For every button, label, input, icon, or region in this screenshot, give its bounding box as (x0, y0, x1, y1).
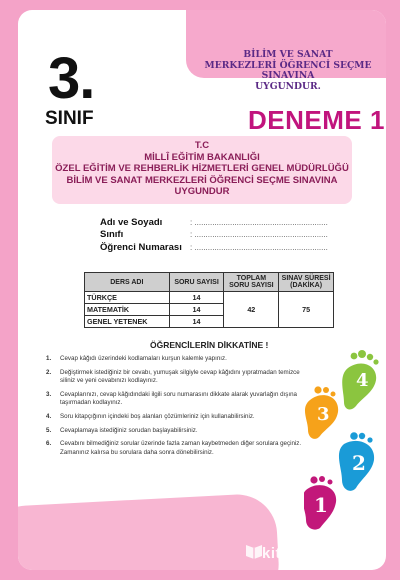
ministry-box: T.C MİLLÎ EĞİTİM BAKANLIĞI ÖZEL EĞİTİM VE REHBERLİK HİZMETLERİ GENEL MÜDÜRLÜĞÜ BİLİM VE SANAT MERKEZLERİ ÖĞRENCİ SEÇME SINAVINA UYGUNDUR (52, 136, 352, 204)
attention-title: ÖĞRENCİLERİN DİKKATİNE ! (150, 340, 269, 350)
footprint-1-icon (304, 476, 336, 530)
class-field[interactable]: Sınıfı : ............................................................ (100, 229, 328, 241)
footprint-4-icon (342, 350, 378, 409)
watermark: kitapsec (262, 545, 327, 562)
name-field[interactable]: Adı ve Soyadı : ............................................................ (100, 216, 328, 228)
watermark-book-icon (244, 540, 264, 560)
student-number-field[interactable]: Öğrenci Numarası : ............................................................ (100, 241, 328, 253)
total-questions: 42 (224, 292, 279, 328)
header-duration: SINAV SÜRESİ (DAKİKA) (279, 273, 334, 292)
header-subject: DERS ADI (85, 273, 170, 292)
header-total: TOPLAM SORU SAYISI (224, 273, 279, 292)
header-note: BİLİM VE SANAT MERKEZLERİ ÖĞRENCİ SEÇME SINAVINA UYGUNDUR. (204, 49, 372, 92)
list-item: 1. Cevap kâğıdı üzerindeki kodlamaları kurşun kalemle yapınız. (46, 355, 227, 362)
student-info-form (100, 216, 328, 254)
footprint-2-icon (339, 432, 374, 491)
footprint-3-label: 3 (317, 404, 330, 425)
footprint-2-label: 2 (352, 451, 366, 475)
list-item: 2. Değiştirmek istediğiniz bir cevabı, yumuşak silgiyle cevap kâğıdını yıpratmadan temizce siliniz ve yeni cevabınızı kodlayınız. (46, 368, 300, 385)
footer-banner (18, 492, 281, 570)
list-item: 4. Soru kitapçığının içindeki boş alanları çözümleriniz için kullanabilirsiniz. (46, 413, 255, 421)
footprint-3-icon (305, 386, 338, 438)
list-item: 5. Cevaplamaya istediğiniz sorudan başlayabilirsiniz. (46, 426, 198, 434)
rules-list (46, 355, 306, 463)
table-header-row (85, 273, 334, 292)
exam-cover (18, 10, 386, 570)
table-row: GENEL YETENEK 14 (85, 316, 334, 328)
table-row: TÜRKÇE 14 42 75 (85, 292, 334, 304)
footprint-1-label: 1 (314, 493, 328, 517)
grade-word: SINIF (45, 108, 94, 129)
footprint-4-label: 4 (356, 370, 369, 391)
exam-info-table (84, 272, 334, 328)
header-count: SORU SAYISI (169, 273, 224, 292)
list-item: 6. Cevabını bilmediğiniz sorular üzerinde fazla zaman kaybetmeden diğer sorulara geçiniz. Zamanınız kalırsa bu sorulara daha sonra dönebilirsiniz. (46, 440, 302, 456)
table-row: MATEMATİK 14 (85, 304, 334, 316)
exam-title: DENEME 1 (248, 105, 385, 135)
footprints-illustration (304, 340, 384, 530)
list-item: 3. Cevaplarınızı, cevap kâğıdındaki ilgili soru numarasını dikkate alarak yuvarlağın dışına taşırmadan kodlayınız. (46, 390, 297, 407)
grade-number: 3. (48, 46, 95, 111)
exam-duration: 75 (279, 292, 334, 328)
